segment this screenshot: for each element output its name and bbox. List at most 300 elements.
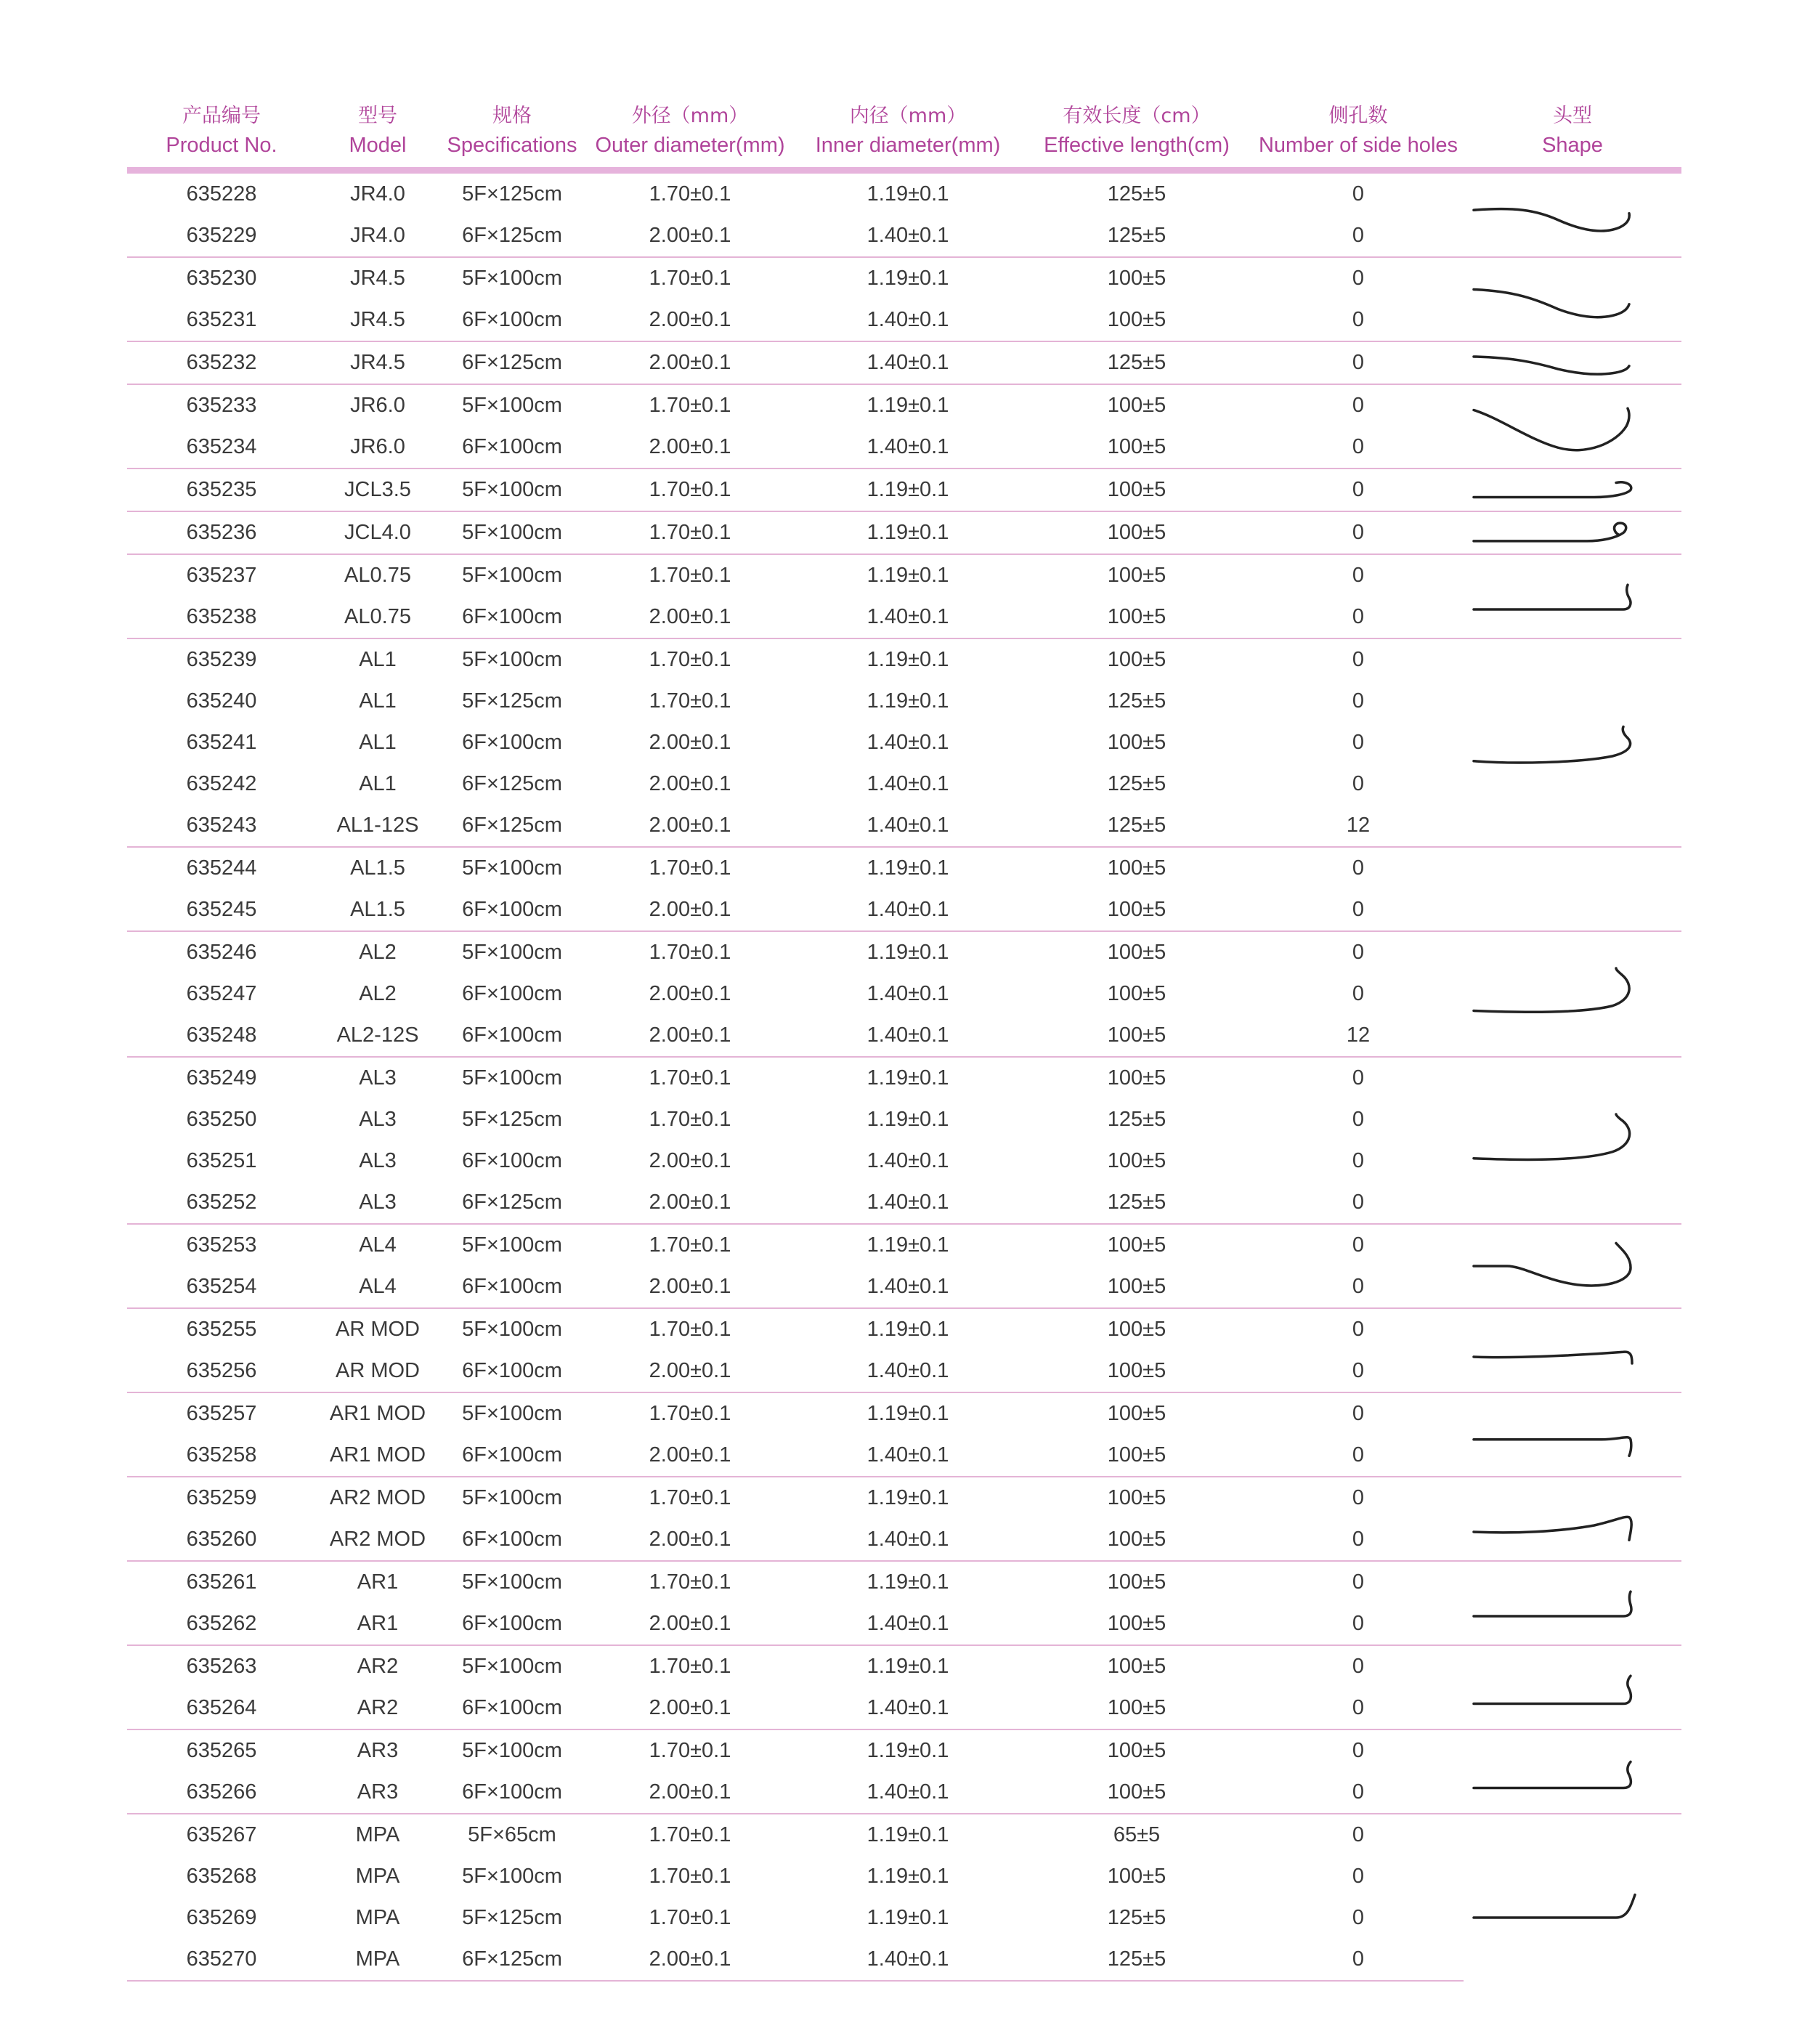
cell-shape (1464, 1477, 1681, 1561)
cell-side-holes: 0 (1352, 1612, 1365, 1635)
table-row (127, 511, 1681, 554)
cell-model: MPA (355, 1906, 400, 1929)
AL3-catheter-tip-icon (1471, 1108, 1645, 1173)
cell-inner-diameter: 1.40±0.1 (867, 814, 949, 837)
cell-shape (1464, 1057, 1681, 1224)
cell-inner-diameter: 1.40±0.1 (867, 1023, 949, 1047)
cell-model: JR4.0 (350, 224, 405, 247)
table-row (127, 1477, 1681, 1519)
cell-inner-diameter: 1.40±0.1 (867, 1696, 949, 1719)
cell-side-holes: 0 (1352, 1780, 1365, 1804)
cell-inner-diameter: 1.19±0.1 (795, 1057, 1020, 1099)
cell-model: JR4.5 (316, 341, 439, 384)
cell-inner-diameter: 1.40±0.1 (867, 1612, 949, 1635)
cell-effective-length: 125±5 (1107, 224, 1166, 247)
cell-specifications: 6F×100cm (462, 605, 562, 628)
table-row (127, 1182, 1681, 1224)
cell-model: MPA (316, 1939, 439, 1981)
cell-product-no: 635241 (186, 731, 257, 754)
cell-model: AL3 (359, 1108, 397, 1131)
header-en: Number of side holes (1258, 134, 1458, 157)
cell-outer-diameter: 1.70±0.1 (585, 1561, 795, 1603)
header-en: Specifications (447, 134, 577, 157)
header-zh: 内径（mm） (849, 105, 967, 127)
cell-product-no: 635234 (186, 435, 257, 458)
cell-specifications: 5F×125cm (462, 182, 562, 206)
cell-product-no: 635251 (186, 1149, 257, 1172)
cell-effective-length: 125±5 (1107, 1191, 1166, 1214)
table-row (127, 215, 1681, 257)
cell-product-no: 635253 (127, 1224, 316, 1266)
cell-outer-diameter: 1.70±0.1 (585, 931, 795, 973)
catheter-outline (1474, 523, 1626, 541)
cell-side-holes: 0 (1253, 384, 1464, 426)
cell-side-holes: 0 (1253, 1939, 1464, 1981)
cell-effective-length: 100±5 (1020, 384, 1253, 426)
header-en: Outer diameter(mm) (595, 134, 785, 157)
cell-side-holes: 12 (1346, 814, 1371, 837)
cell-model: AR2 (316, 1645, 439, 1687)
table-row (127, 171, 1681, 216)
cell-effective-length: 100±5 (1020, 1392, 1253, 1435)
table-row (127, 1897, 1681, 1939)
cell-outer-diameter: 2.00±0.1 (649, 1612, 731, 1635)
cell-product-no: 635265 (127, 1729, 316, 1772)
cell-specifications: 5F×125cm (462, 1108, 562, 1131)
cell-shape (1464, 1645, 1681, 1729)
table-row (127, 889, 1681, 931)
cell-outer-diameter: 2.00±0.1 (649, 1443, 731, 1467)
cell-side-holes: 0 (1352, 1108, 1365, 1131)
cell-inner-diameter: 1.40±0.1 (867, 1443, 949, 1467)
cell-outer-diameter: 1.70±0.1 (585, 1729, 795, 1772)
JR4.5-catheter-tip-icon (1471, 342, 1645, 384)
cell-side-holes: 0 (1352, 1149, 1365, 1172)
cell-model: AR1 (316, 1561, 439, 1603)
cell-side-holes: 0 (1253, 847, 1464, 889)
table-row (127, 1687, 1681, 1729)
cell-model: JR4.0 (350, 182, 405, 206)
cell-inner-diameter: 1.19±0.1 (795, 931, 1020, 973)
cell-side-holes: 0 (1352, 1359, 1365, 1382)
catheter-outline (1474, 1352, 1632, 1363)
table-row (127, 722, 1681, 763)
table-row (127, 973, 1681, 1015)
cell-side-holes: 0 (1253, 1308, 1464, 1350)
cell-inner-diameter: 1.19±0.1 (867, 1865, 949, 1888)
cell-effective-length: 125±5 (1107, 1108, 1166, 1131)
cell-specifications: 6F×100cm (462, 1275, 562, 1298)
cell-inner-diameter: 1.40±0.1 (867, 435, 949, 458)
cell-model: AL2-12S (336, 1023, 419, 1047)
cell-product-no: 635231 (186, 308, 257, 331)
cell-specifications: 6F×125cm (462, 1191, 562, 1214)
header-zh: 侧孔数 (1328, 105, 1388, 127)
cell-model: AR2 MOD (329, 1528, 426, 1551)
cell-effective-length: 125±5 (1107, 182, 1166, 206)
cell-effective-length: 100±5 (1020, 1561, 1253, 1603)
cell-outer-diameter: 1.70±0.1 (585, 847, 795, 889)
cell-side-holes: 0 (1352, 1865, 1365, 1888)
header-en: Shape (1542, 134, 1603, 157)
cell-product-no: 635237 (127, 554, 316, 596)
cell-model: AL3 (359, 1149, 397, 1172)
cell-inner-diameter: 1.40±0.1 (867, 308, 949, 331)
catheter-outline (1474, 1676, 1631, 1703)
cell-specifications: 6F×100cm (462, 1528, 562, 1551)
cell-specifications: 5F×100cm (439, 1645, 585, 1687)
cell-product-no: 635254 (186, 1275, 257, 1298)
cell-product-no: 635263 (127, 1645, 316, 1687)
cell-specifications: 6F×100cm (462, 1443, 562, 1467)
AR1-catheter-tip-icon (1471, 1570, 1645, 1636)
cell-shape (1464, 931, 1681, 1057)
cell-inner-diameter: 1.19±0.1 (867, 182, 949, 206)
table-row (127, 554, 1681, 596)
cell-inner-diameter: 1.40±0.1 (867, 1359, 949, 1382)
table-row (127, 847, 1681, 889)
table-row (127, 1392, 1681, 1435)
cell-shape (1464, 1308, 1681, 1392)
cell-model: AR3 (357, 1780, 399, 1804)
cell-effective-length: 100±5 (1020, 931, 1253, 973)
cell-effective-length: 100±5 (1020, 1057, 1253, 1099)
cell-model: JR6.0 (316, 384, 439, 426)
cell-effective-length: 100±5 (1107, 1696, 1166, 1719)
cell-inner-diameter: 1.40±0.1 (867, 772, 949, 795)
cell-effective-length: 100±5 (1020, 638, 1253, 681)
cell-outer-diameter: 1.70±0.1 (585, 384, 795, 426)
cell-specifications: 6F×125cm (462, 224, 562, 247)
cell-outer-diameter: 1.70±0.1 (585, 1814, 795, 1856)
cell-model: AL2 (359, 982, 397, 1005)
cell-product-no: 635267 (127, 1814, 316, 1856)
cell-effective-length: 100±5 (1107, 1275, 1166, 1298)
cell-shape (1464, 1729, 1681, 1814)
cell-specifications: 5F×100cm (439, 1561, 585, 1603)
catheter-outline (1474, 585, 1631, 609)
header-zh: 外径（mm） (631, 105, 749, 127)
cell-shape (1464, 554, 1681, 638)
cell-side-holes: 0 (1253, 638, 1464, 681)
cell-specifications: 6F×125cm (439, 341, 585, 384)
cell-product-no: 635256 (186, 1359, 257, 1382)
cell-model: AR1 MOD (316, 1392, 439, 1435)
catheter-outline (1474, 1437, 1631, 1456)
table-row (127, 1140, 1681, 1182)
table-row (127, 1266, 1681, 1308)
table-row (127, 1772, 1681, 1814)
cell-shape (1464, 847, 1681, 931)
cell-effective-length: 100±5 (1020, 1308, 1253, 1350)
cell-product-no: 635235 (127, 469, 316, 511)
cell-outer-diameter: 1.70±0.1 (649, 689, 731, 713)
cell-model: AR1 MOD (329, 1443, 426, 1467)
cell-inner-diameter: 1.19±0.1 (795, 554, 1020, 596)
JR4.5-catheter-tip-icon (1471, 267, 1645, 332)
table-row (127, 1856, 1681, 1897)
cell-outer-diameter: 1.70±0.1 (585, 1477, 795, 1519)
cell-inner-diameter: 1.19±0.1 (795, 384, 1020, 426)
cell-side-holes: 0 (1352, 689, 1365, 713)
cell-shape (1464, 171, 1681, 258)
catheter-outline (1474, 1244, 1631, 1286)
cell-outer-diameter: 2.00±0.1 (649, 731, 731, 754)
table-row (127, 384, 1681, 426)
header-row (127, 94, 1681, 171)
catheter-outline (1474, 209, 1629, 231)
cell-product-no: 635245 (186, 898, 257, 921)
cell-outer-diameter: 1.70±0.1 (585, 511, 795, 554)
cell-specifications: 5F×100cm (439, 384, 585, 426)
cell-inner-diameter: 1.19±0.1 (795, 638, 1020, 681)
cell-product-no: 635228 (186, 182, 257, 206)
col-header-effective-length (1020, 94, 1253, 171)
cell-specifications: 6F×100cm (462, 435, 562, 458)
header-en: Inner diameter(mm) (815, 134, 1001, 157)
cell-specifications: 6F×125cm (462, 772, 562, 795)
catheter-outline (1474, 1114, 1630, 1159)
cell-model: AR MOD (336, 1359, 420, 1382)
cell-shape (1464, 469, 1681, 511)
cell-outer-diameter: 2.00±0.1 (649, 605, 731, 628)
table-row (127, 638, 1681, 681)
cell-specifications: 5F×100cm (439, 847, 585, 889)
table-row (127, 1224, 1681, 1266)
AR1-MOD-catheter-tip-icon (1471, 1402, 1645, 1467)
cell-side-holes: 0 (1253, 341, 1464, 384)
cell-product-no: 635262 (186, 1612, 257, 1635)
JR4.0-catheter-tip-icon (1471, 182, 1645, 248)
cell-outer-diameter: 1.70±0.1 (585, 257, 795, 299)
cell-specifications: 6F×100cm (462, 898, 562, 921)
cell-product-no: 635239 (127, 638, 316, 681)
cell-outer-diameter: 2.00±0.1 (649, 772, 731, 795)
catheter-outline (1474, 290, 1629, 317)
cell-effective-length: 125±5 (1020, 341, 1253, 384)
cell-specifications: 5F×100cm (439, 257, 585, 299)
table-row (127, 1350, 1681, 1392)
table-row (127, 257, 1681, 299)
cell-effective-length: 100±5 (1020, 1645, 1253, 1687)
cell-effective-length: 100±5 (1020, 511, 1253, 554)
cell-specifications: 5F×100cm (439, 1392, 585, 1435)
table-row (127, 1645, 1681, 1687)
catheter-outline (1474, 1517, 1631, 1540)
cell-inner-diameter: 1.19±0.1 (795, 1729, 1020, 1772)
cell-outer-diameter: 2.00±0.1 (649, 1780, 731, 1804)
col-header-inner-diameter (795, 94, 1020, 171)
cell-model: AL1-12S (336, 814, 419, 837)
cell-effective-length: 100±5 (1020, 469, 1253, 511)
cell-model: AL1 (359, 772, 397, 795)
cell-model: AL0.75 (344, 605, 411, 628)
table-row (127, 1519, 1681, 1561)
cell-model: AR2 MOD (316, 1477, 439, 1519)
cell-product-no: 635270 (127, 1939, 316, 1981)
header-zh: 规格 (492, 105, 532, 127)
table-row (127, 299, 1681, 341)
table-row (127, 1099, 1681, 1140)
cell-specifications: 6F×100cm (462, 1780, 562, 1804)
cell-inner-diameter: 1.40±0.1 (867, 1275, 949, 1298)
cell-effective-length: 100±5 (1020, 1729, 1253, 1772)
cell-specifications: 6F×100cm (462, 1023, 562, 1047)
cell-product-no: 635268 (186, 1865, 257, 1888)
cell-outer-diameter: 1.70±0.1 (585, 1308, 795, 1350)
cell-outer-diameter: 2.00±0.1 (649, 1359, 731, 1382)
table-row (127, 1015, 1681, 1057)
cell-specifications: 6F×100cm (462, 1612, 562, 1635)
cell-model: AR3 (316, 1729, 439, 1772)
catheter-outline (1474, 968, 1629, 1012)
cell-inner-diameter: 1.40±0.1 (867, 982, 949, 1005)
table-row (127, 1603, 1681, 1645)
cell-side-holes: 0 (1253, 554, 1464, 596)
cell-effective-length: 100±5 (1107, 1612, 1166, 1635)
cell-side-holes: 12 (1346, 1023, 1371, 1047)
cell-product-no: 635264 (186, 1696, 257, 1719)
cell-effective-length: 100±5 (1107, 731, 1166, 754)
cell-specifications: 6F×100cm (462, 731, 562, 754)
cell-outer-diameter: 1.70±0.1 (585, 638, 795, 681)
col-header-shape (1464, 94, 1681, 171)
cell-specifications: 6F×125cm (462, 814, 562, 837)
cell-effective-length: 125±5 (1107, 814, 1166, 837)
cell-effective-length: 100±5 (1107, 982, 1166, 1005)
cell-outer-diameter: 1.70±0.1 (585, 1645, 795, 1687)
JCL4.0-catheter-tip-icon (1471, 512, 1645, 553)
JCL3.5-catheter-tip-icon (1471, 469, 1645, 511)
header-zh: 型号 (358, 105, 397, 127)
cell-model: JCL3.5 (316, 469, 439, 511)
catheter-outline (1474, 1591, 1631, 1616)
cell-inner-diameter: 1.40±0.1 (867, 1191, 949, 1214)
table-row (127, 596, 1681, 638)
cell-inner-diameter: 1.19±0.1 (795, 1814, 1020, 1856)
cell-specifications: 5F×125cm (462, 689, 562, 713)
table-row (127, 1057, 1681, 1099)
col-header-product-no (127, 94, 316, 171)
cell-specifications: 5F×100cm (439, 469, 585, 511)
cell-product-no: 635240 (186, 689, 257, 713)
table-row (127, 1939, 1681, 1981)
col-header-outer-diameter (585, 94, 795, 171)
cell-model: MPA (316, 1814, 439, 1856)
cell-side-holes: 0 (1253, 257, 1464, 299)
cell-model: AL3 (359, 1191, 397, 1214)
cell-effective-length: 125±5 (1107, 1906, 1166, 1929)
cell-effective-length: 100±5 (1020, 1477, 1253, 1519)
cell-inner-diameter: 1.19±0.1 (867, 1906, 949, 1929)
cell-specifications: 5F×125cm (462, 1906, 562, 1929)
cell-inner-diameter: 1.40±0.1 (867, 1528, 949, 1551)
cell-effective-length: 100±5 (1107, 1359, 1166, 1382)
cell-side-holes: 0 (1253, 1477, 1464, 1519)
cell-outer-diameter: 1.70±0.1 (649, 182, 731, 206)
cell-shape (1464, 511, 1681, 554)
AR2-MOD-catheter-tip-icon (1471, 1486, 1645, 1552)
cell-specifications: 5F×100cm (439, 511, 585, 554)
cell-effective-length: 100±5 (1107, 435, 1166, 458)
cell-model: AL1 (359, 731, 397, 754)
cell-product-no: 635236 (127, 511, 316, 554)
cell-side-holes: 0 (1352, 1191, 1365, 1214)
table-row (127, 1561, 1681, 1603)
cell-side-holes: 0 (1352, 982, 1365, 1005)
table-row (127, 426, 1681, 469)
cell-shape (1464, 1814, 1681, 1981)
cell-inner-diameter: 1.19±0.1 (795, 1308, 1020, 1350)
cell-shape (1464, 257, 1681, 341)
cell-outer-diameter: 2.00±0.1 (649, 814, 731, 837)
cell-inner-diameter: 1.40±0.1 (795, 1939, 1020, 1981)
cell-product-no: 635252 (186, 1191, 257, 1214)
cell-inner-diameter: 1.40±0.1 (867, 1780, 949, 1804)
header-zh: 产品编号 (182, 105, 261, 127)
cell-side-holes: 0 (1253, 1561, 1464, 1603)
cell-side-holes: 0 (1352, 1906, 1365, 1929)
cell-outer-diameter: 1.70±0.1 (585, 469, 795, 511)
cell-inner-diameter: 1.19±0.1 (795, 1477, 1020, 1519)
table-row (127, 341, 1681, 384)
cell-model: AL0.75 (316, 554, 439, 596)
cell-effective-length: 125±5 (1020, 1939, 1253, 1981)
AL1-catheter-tip-icon (1471, 710, 1645, 776)
cell-side-holes: 0 (1253, 1645, 1464, 1687)
AL2-catheter-tip-icon (1471, 962, 1645, 1027)
table-row (127, 1435, 1681, 1477)
AL0.75-catheter-tip-icon (1471, 564, 1645, 629)
cell-outer-diameter: 2.00±0.1 (649, 308, 731, 331)
cell-specifications: 6F×100cm (462, 1149, 562, 1172)
cell-effective-length: 100±5 (1107, 898, 1166, 921)
AL4-catheter-tip-icon (1471, 1233, 1645, 1299)
cell-model: AL4 (316, 1224, 439, 1266)
cell-specifications: 6F×100cm (462, 308, 562, 331)
cell-inner-diameter: 1.19±0.1 (795, 469, 1020, 511)
header-zh: 有效长度（cm） (1063, 105, 1211, 127)
cell-model: AL2 (316, 931, 439, 973)
header-zh: 头型 (1553, 105, 1592, 127)
cell-side-holes: 0 (1352, 772, 1365, 795)
catheter-outline (1474, 482, 1631, 498)
cell-inner-diameter: 1.19±0.1 (795, 1561, 1020, 1603)
cell-product-no: 635243 (186, 814, 257, 837)
catalog-table (127, 94, 1681, 1982)
table-row (127, 931, 1681, 973)
cell-product-no: 635269 (186, 1906, 257, 1929)
cell-inner-diameter: 1.19±0.1 (867, 689, 949, 713)
cell-product-no: 635229 (186, 224, 257, 247)
cell-effective-length: 100±5 (1107, 1865, 1166, 1888)
cell-outer-diameter: 2.00±0.1 (649, 435, 731, 458)
cell-outer-diameter: 2.00±0.1 (649, 1149, 731, 1172)
cell-product-no: 635259 (127, 1477, 316, 1519)
cell-model: JCL4.0 (316, 511, 439, 554)
cell-specifications: 5F×100cm (439, 638, 585, 681)
table-row (127, 805, 1681, 847)
cell-inner-diameter: 1.40±0.1 (867, 224, 949, 247)
catheter-outline (1474, 1894, 1635, 1918)
cell-outer-diameter: 2.00±0.1 (649, 1191, 731, 1214)
AR2-catheter-tip-icon (1471, 1655, 1645, 1720)
cell-outer-diameter: 2.00±0.1 (649, 982, 731, 1005)
cell-shape (1464, 1392, 1681, 1477)
cell-effective-length: 100±5 (1107, 1780, 1166, 1804)
cell-side-holes: 0 (1352, 1528, 1365, 1551)
cell-effective-length: 100±5 (1107, 605, 1166, 628)
